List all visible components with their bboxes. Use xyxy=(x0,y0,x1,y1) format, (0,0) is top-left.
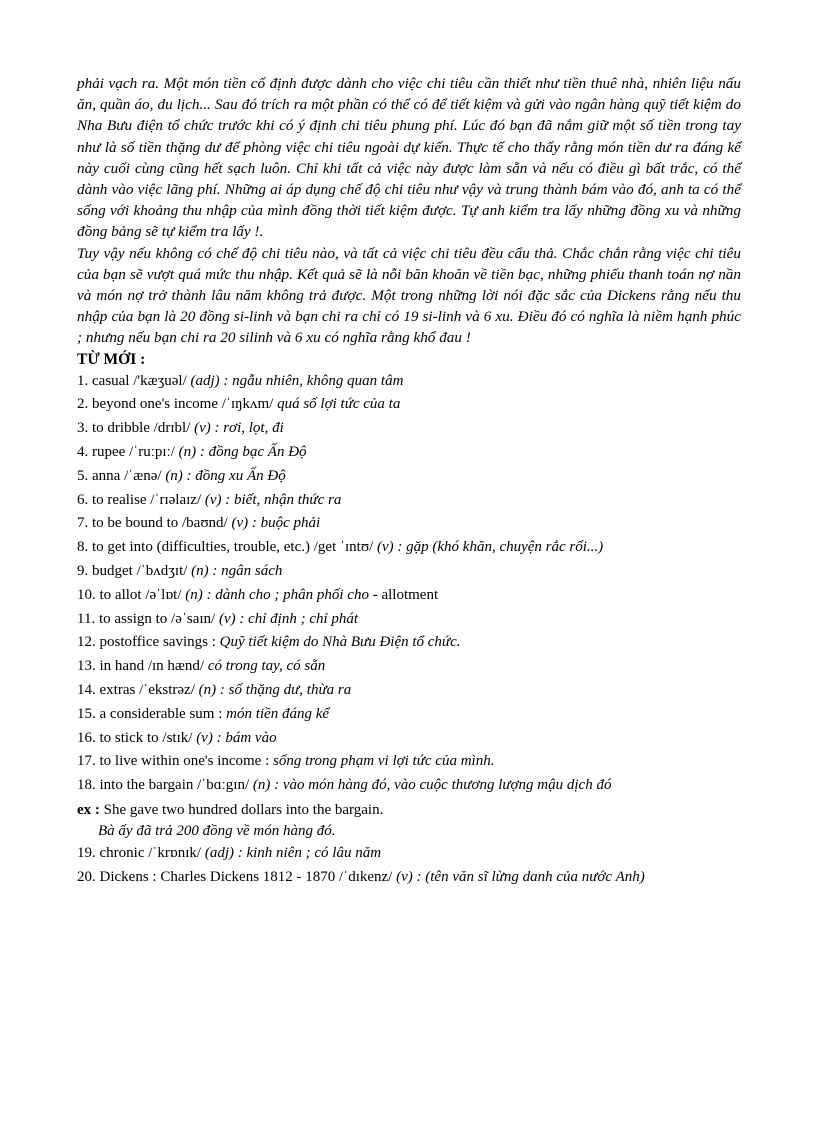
vocab-item xyxy=(77,489,741,513)
vocab-number: 8. xyxy=(77,539,89,556)
vocab-number: 3. xyxy=(77,420,89,437)
vocab-item xyxy=(77,750,741,774)
vocab-number: 16. xyxy=(77,729,96,746)
vocab-item xyxy=(77,703,741,727)
vocab-item xyxy=(77,679,741,703)
vocab-gloss: có trong tay, có sẵn xyxy=(204,658,326,675)
vocab-term: in hand /ɪn hænd/ xyxy=(99,658,205,675)
vocab-number: 10. xyxy=(77,586,96,603)
vocab-gloss: (n) : vào món hàng đó, vào cuộc thương lượng mậu dịch đó xyxy=(249,777,612,794)
vocab-item xyxy=(77,655,741,679)
document-page xyxy=(77,73,741,890)
vocab-heading: TỪ MỚI : xyxy=(77,350,146,368)
vocab-number: 13. xyxy=(77,658,96,675)
example-english xyxy=(77,800,741,821)
vocab-number: 17. xyxy=(77,753,96,770)
paragraph-1: phải vạch ra. Một món tiền cố định được dành cho việc chi tiêu cần thiết như tiền thuê nhà, nhiên liệu nấu ăn, quần áo, du lịch... Sau đó trích ra một phần có thể có để tiết kiệm và gửi vào ngân hàng quỹ tiết kiệm do Nha Bưu điện tổ chức trước khi có ý định chi tiêu phung phí. Lúc đó bạn đã nắm giữ một số tiền trong tay như là số tiền thặng dư để phòng việc chi tiêu ngoài dự kiến. Thực tế cho thấy rằng món tiền dư ra đáng kể này cuối cùng cũng hết sạch luôn. Chỉ khi tất cả việc này được làm sẵn và nếu có điều gì bất trắc, có thể dành vào việc lãng phí. Những ai áp dụng chế độ chi tiêu như vậy và trung thành bám vào đó, anh ta có thể sống với khoảng thu nhập của mình đồng thời tiết kiệm được. Tự anh kiểm tra lấy những đồng xu và những đồng bảng sẽ tự kiểm tra lấy !. xyxy=(77,75,741,241)
vocab-item xyxy=(77,393,741,417)
vocab-gloss: (v) : bám vào xyxy=(192,729,277,746)
vocab-tail: - allotment xyxy=(368,586,439,603)
vocab-term: to realise /ˈrɪəlaɪz/ xyxy=(92,491,202,508)
vocab-number: 4. xyxy=(77,444,89,461)
vocab-gloss: (n) : số thặng dư, thừa ra xyxy=(194,682,352,698)
vocab-term: into the bargain /ˈbɑːgɪn/ xyxy=(99,777,250,794)
vocab-item xyxy=(77,370,741,394)
vocab-number: 2. xyxy=(77,396,89,413)
vocab-number: 20. xyxy=(77,868,96,885)
vocab-number: 14. xyxy=(77,682,96,698)
vocab-gloss: (n) : dành cho ; phân phối cho xyxy=(181,586,369,603)
vocab-term: anna /ˈænə/ xyxy=(92,467,162,484)
vocab-gloss: món tiền đáng kể xyxy=(222,705,330,722)
vocab-gloss: (v) : (tên văn sĩ lừng danh của nước Anh) xyxy=(392,868,645,885)
vocab-gloss: (n) : đồng xu Ấn Độ xyxy=(161,467,286,484)
vocab-item xyxy=(77,727,741,751)
vocab-item xyxy=(77,560,741,584)
vocab-term: to allot /əˈlɒt/ xyxy=(99,586,182,603)
example-vietnamese: Bà ấy đã trả 200 đồng về món hàng đó. xyxy=(98,822,336,839)
vocab-term: to assign to /əˈsaɪn/ xyxy=(98,610,216,627)
paragraph-2: Tuy vậy nếu không có chế độ chi tiêu nào, và tất cả việc chi tiêu đều cẩu thả. Chắc chắn rằng việc chi tiêu của bạn sẽ vượt quá mức thu nhập. Kết quả sẽ là nỗi băn khoăn về tiền bạc, những phiếu thanh toán nợ nần và món nợ trở thành lâu năm không trả được. Một trong những lời nói đặc sắc của Dickens rằng nếu thu nhập của bạn là 20 đồng si-linh và bạn chi ra chỉ có 19 si-linh và 6 xu. Điều đó có nghĩa là niềm hạnh phúc ; nhưng nếu bạn chi ra 20 silinh và 6 xu có nghĩa rằng khổ đau ! xyxy=(77,244,741,347)
vocab-item xyxy=(77,866,741,890)
vocab-gloss: sống trong phạm vi lợi tức của mình. xyxy=(269,753,495,770)
vocab-gloss: (v) : rơi, lọt, đi xyxy=(190,420,284,437)
vocab-item xyxy=(77,512,741,536)
vocab-number: 11. xyxy=(77,610,96,627)
vocab-term: budget /ˈbʌdʒɪt/ xyxy=(92,563,188,580)
vocab-item xyxy=(77,608,741,632)
vocab-gloss: quá số lợi tức của ta xyxy=(273,396,401,413)
vocab-item xyxy=(77,441,741,465)
vocab-item xyxy=(77,631,741,655)
vocab-number: 1. xyxy=(77,372,89,389)
vocab-item xyxy=(77,842,741,866)
vocab-gloss: (adj) : ngẫu nhiên, không quan tâm xyxy=(186,372,404,389)
vocab-term: a considerable sum : xyxy=(99,705,223,722)
vocab-item xyxy=(77,536,741,560)
vocab-number: 12. xyxy=(77,634,96,651)
vocab-number: 9. xyxy=(77,563,89,580)
vocab-number: 15. xyxy=(77,705,96,722)
example-label: ex : xyxy=(77,801,100,818)
vocab-item xyxy=(77,774,741,798)
vocab-item xyxy=(77,584,741,608)
vocab-gloss: (n) : đồng bạc Ấn Độ xyxy=(174,444,307,461)
vocab-number: 19. xyxy=(77,844,96,861)
vocab-term: extras /ˈekstrəz/ xyxy=(99,682,195,698)
vocab-gloss: Quỹ tiết kiệm do Nhà Bưu Điện tổ chức. xyxy=(215,634,461,651)
vocab-term: postoffice savings : xyxy=(99,634,216,651)
vocab-term: to be bound to /baʊnd/ xyxy=(92,515,228,532)
vocab-term: casual /'kæʒuəl/ xyxy=(92,372,187,389)
vocab-term: to dribble /drɪbl/ xyxy=(92,420,191,437)
vocab-term: to stick to /stɪk/ xyxy=(99,729,193,746)
vocab-number: 7. xyxy=(77,515,89,532)
example-sentence: She gave two hundred dollars into the bargain. xyxy=(99,801,384,818)
vocab-number: 6. xyxy=(77,491,89,508)
vocab-gloss: (v) : gặp (khó khăn, chuyện rắc rối...) xyxy=(373,539,604,556)
vocab-gloss: (v) : buộc phải xyxy=(227,515,321,532)
vocab-item xyxy=(77,465,741,489)
vocab-term: beyond one's income /ˈɪŋkʌm/ xyxy=(92,396,274,413)
vocab-list xyxy=(77,370,741,798)
vocab-list-continued xyxy=(77,842,741,890)
vocab-term: Dickens : Charles Dickens 1812 - 1870 /ˈdɪkenz/ xyxy=(99,868,393,885)
vocab-term: rupee /ˈruːpɪː/ xyxy=(92,444,175,461)
vocab-term: chronic /ˈkrɒnɪk/ xyxy=(99,844,202,861)
vocab-term: to get into (difficulties, trouble, etc.) /get ˈɪntʊ/ xyxy=(92,539,374,556)
vocab-number: 5. xyxy=(77,467,89,484)
vocab-gloss: (v) : chỉ định ; chỉ phát xyxy=(215,610,359,627)
vocab-term: to live within one's income : xyxy=(99,753,270,770)
vocab-gloss: (n) : ngân sách xyxy=(187,563,283,580)
vocab-number: 18. xyxy=(77,777,96,794)
vocab-gloss: (adj) : kinh niên ; có lâu năm xyxy=(201,844,382,861)
vocab-gloss: (v) : biết, nhận thức ra xyxy=(201,491,342,508)
vocab-item xyxy=(77,417,741,441)
